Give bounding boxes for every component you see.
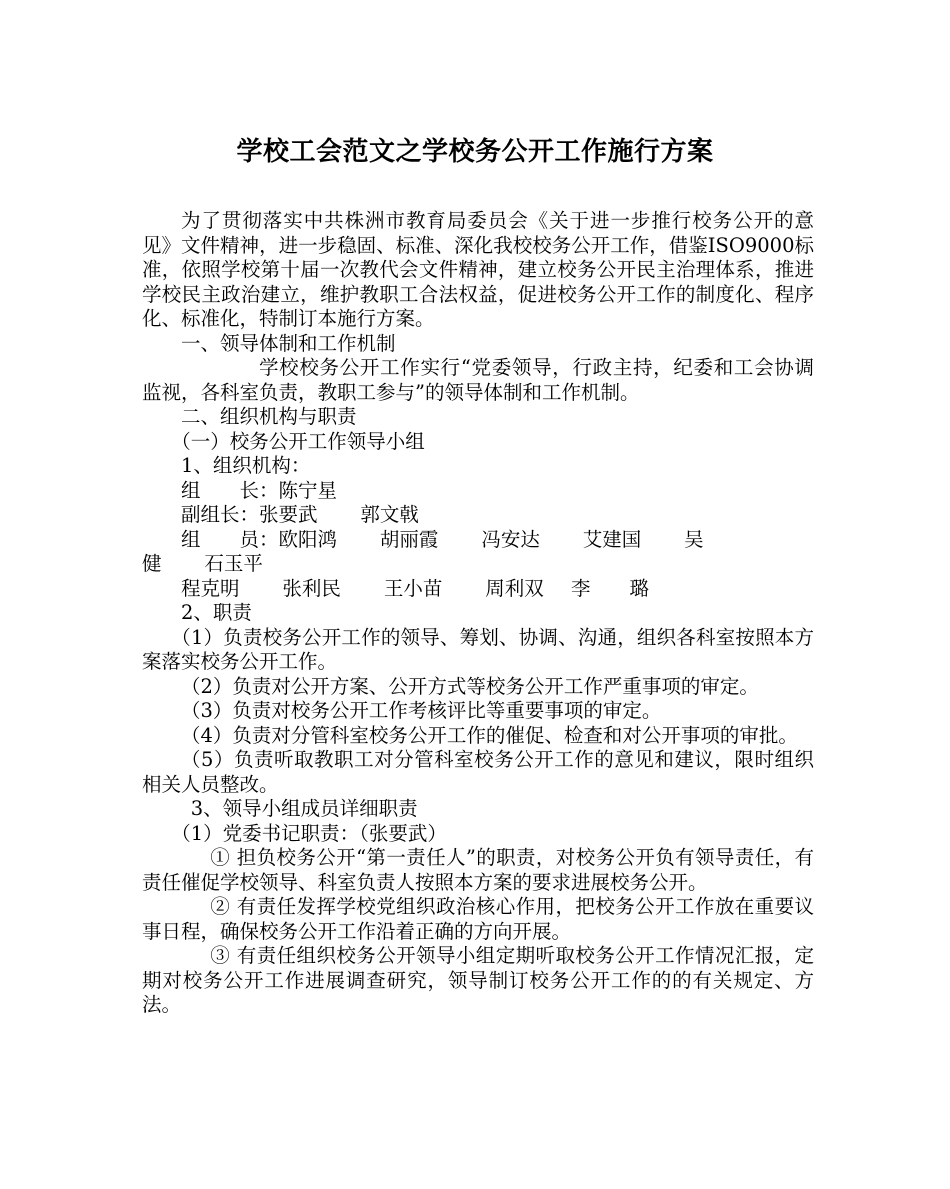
members-label: 组 员： xyxy=(181,527,279,551)
member-name: 石玉平 xyxy=(204,552,263,575)
members-row-1 xyxy=(142,528,814,553)
member-name: 吴 xyxy=(684,527,704,551)
member-name: 张利民 xyxy=(282,576,341,600)
member-name: 冯安达 xyxy=(481,527,540,551)
duty-item: （2）负责对公开方案、公开方式等校务公开工作严重事项的审定。 xyxy=(181,674,759,698)
duty-item: （1）负责校务公开工作的领导、筹划、协调、沟通，组织各科室按照本方案落实校务公开工作。 xyxy=(142,625,814,673)
section1-text: 学校校务公开工作实行“党委领导，行政主持，纪委和工会协调监视，各科室负责，教职工参与”的领导体制和工作机制。 xyxy=(142,356,814,404)
deputy-row xyxy=(142,503,814,528)
duty-item: （5）负责听取教职工对分管科室校务公开工作的意见和建议，限时组织相关人员整改。 xyxy=(142,748,814,796)
deputy-name: 郭文戟 xyxy=(360,503,419,526)
deputy-label: 副组长： xyxy=(181,503,260,526)
deputy-name: 张要武 xyxy=(259,503,318,526)
secretary-item: ① 担负校务公开“第一责任人”的职责，对校务公开负有领导责任，有责任催促学校领导、科室负责人按照本方案的要求进展校务公开。 xyxy=(142,846,814,894)
section1-heading: 一、领导体制和工作机制 xyxy=(181,331,396,355)
leader-label: 组 长： xyxy=(181,478,279,502)
intro-paragraph: 为了贯彻落实中共株洲市教育局委员会《关于进一步推行校务公开的意见》文件精神，进一步稳固、标准、深化我校校务公开工作，借鉴ISO9000标准，依照学校第十届一次教代会文件精神，建立校务公开民主治理体系，推进学校民主政治建立，维护教职工合法权益，促进校务公开工作的制度化、程序化、标准化，特制订本施行方案。 xyxy=(142,209,814,330)
secretary-item: ② 有责任发挥学校党组织政治核心作用，把校务公开工作放在重要议事日程，确保校务公开工作沿着正确的方向开展。 xyxy=(142,895,814,943)
section2-heading: 二、组织机构与职责 xyxy=(181,405,357,428)
member-name-suffix: 健 xyxy=(142,552,162,575)
member-name: 欧阳鸿 xyxy=(278,527,338,551)
duties-heading: 2、职责 xyxy=(181,601,252,624)
member-name: 周利双 xyxy=(485,576,544,600)
secretary-heading: （1）党委书记职责：（张要武） xyxy=(171,821,447,845)
members-row-3 xyxy=(142,577,814,602)
leader-name: 陈宁星 xyxy=(278,478,338,502)
member-name: 程克明 xyxy=(181,576,240,600)
member-name: 王小苗 xyxy=(383,576,443,600)
members-row-2 xyxy=(142,552,814,577)
member-name: 艾建国 xyxy=(582,527,642,551)
member-name: 胡丽霞 xyxy=(379,527,439,551)
duty-item: （4）负责对分管科室校务公开工作的催促、检查和对公开事项的审批。 xyxy=(181,723,798,747)
group-heading: （一）校务公开工作领导小组 xyxy=(171,429,425,453)
leader-row xyxy=(142,479,814,504)
member-name: 李 璐 xyxy=(571,576,650,600)
document-body xyxy=(142,209,814,1018)
secretary-item: ③ 有责任组织校务公开领导小组定期听取校务公开工作情况汇报，定期对校务公开工作进展调查研究，领导制订校务公开工作的的有关规定、方法。 xyxy=(142,944,814,1016)
duty-item: （3）负责对校务公开工作考核评比等重要事项的审定。 xyxy=(181,699,662,722)
org-heading: 1、组织机构： xyxy=(181,454,311,477)
member-duties-heading: 3、领导小组成员详细职责 xyxy=(190,797,418,820)
document-title: 学校工会范文之学校务公开工作施行方案 xyxy=(236,137,714,167)
